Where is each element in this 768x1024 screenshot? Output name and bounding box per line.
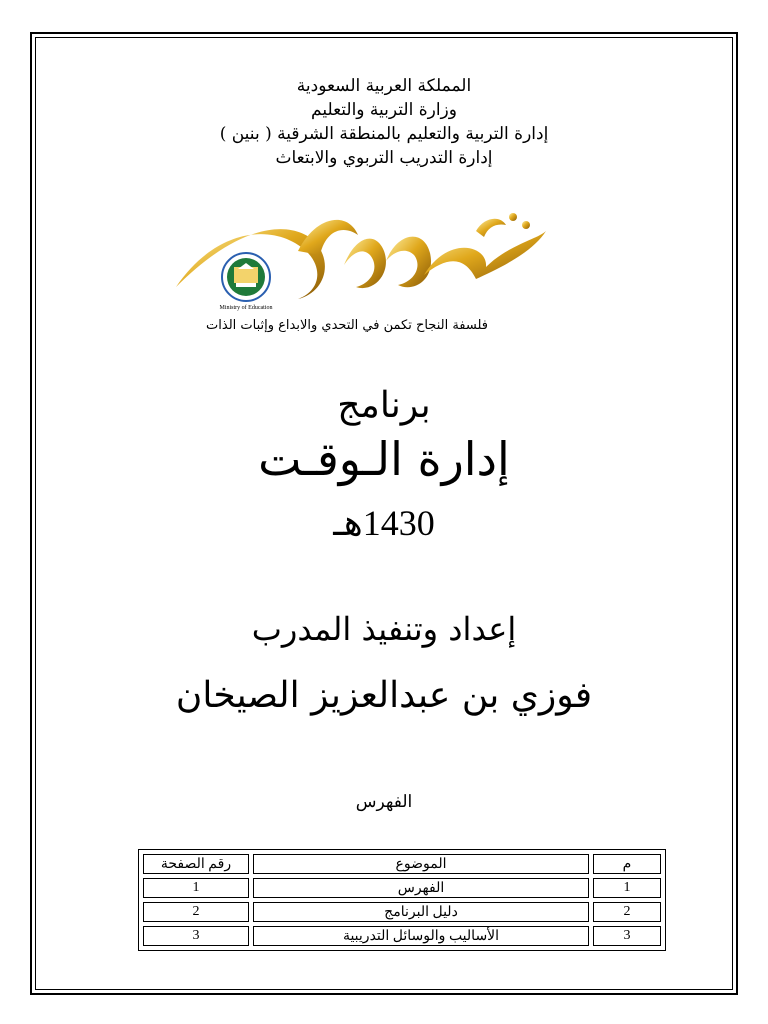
row-page: 3 <box>143 926 249 946</box>
program-title: إدارة الـوقـت <box>258 432 510 486</box>
logo-tagline: فلسفة النجاح تكمن في التحدي والابداع وإثبات الذات <box>206 318 488 333</box>
row-topic: الأساليب والوسائل التدريبية <box>253 926 589 946</box>
index-title: الفهرس <box>355 792 413 812</box>
program-logo <box>148 195 546 375</box>
column-header-number: م <box>593 854 661 874</box>
table-row <box>143 926 661 946</box>
program-label: برنامج <box>337 385 431 426</box>
row-number: 3 <box>593 926 661 946</box>
document-header <box>0 74 768 170</box>
trainer-name: فوزي بن عبدالعزيز الصيخان <box>175 675 593 716</box>
column-header-topic: الموضوع <box>253 854 589 874</box>
ministry-emblem-icon <box>222 253 270 301</box>
emblem-caption: Ministry of Education <box>219 305 273 311</box>
header-ministry: وزارة التربية والتعليم <box>311 100 457 120</box>
index-table <box>138 849 666 951</box>
header-department: إدارة التدريب التربوي والابتعاث <box>275 148 493 168</box>
header-directorate: إدارة التربية والتعليم بالمنطقة الشرقية ( بنين ) <box>219 124 549 144</box>
gold-calligraphy-logo <box>148 195 546 320</box>
header-kingdom: المملكة العربية السعودية <box>296 76 472 96</box>
table-header-row <box>143 854 661 874</box>
row-page: 1 <box>143 878 249 898</box>
table-row <box>143 878 661 898</box>
table-row <box>143 902 661 922</box>
prepared-by-label: إعداد وتنفيذ المدرب <box>251 610 517 648</box>
row-topic: دليل البرنامج <box>253 902 589 922</box>
row-page: 2 <box>143 902 249 922</box>
column-header-page: رقم الصفحة <box>143 854 249 874</box>
row-number: 2 <box>593 902 661 922</box>
row-number: 1 <box>593 878 661 898</box>
row-topic: الفهرس <box>253 878 589 898</box>
program-year: 1430هـ <box>333 503 435 543</box>
